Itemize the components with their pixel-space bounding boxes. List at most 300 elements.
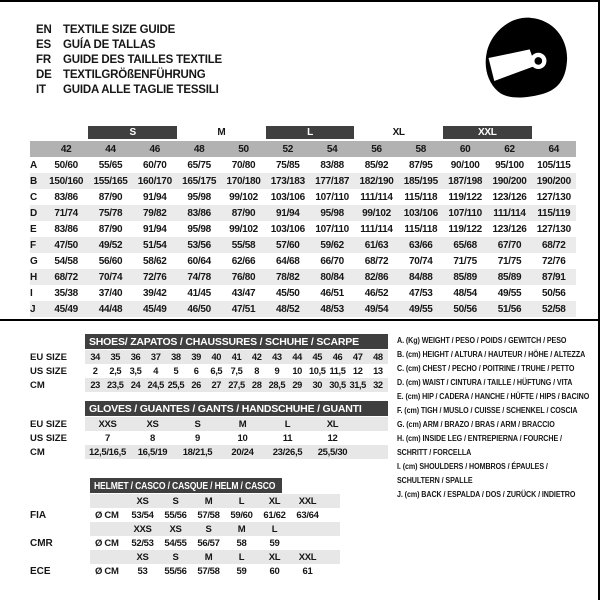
shoes-cell: 23 <box>90 380 100 390</box>
shoes-cell: 46 <box>332 352 343 362</box>
legend-item-f: F. (cm) TIGH / MUSLO / CUISSE / SCHENKEL / COSCIA <box>397 405 578 415</box>
gloves-cell: 11 <box>282 432 293 444</box>
helmet-size-cell: M <box>204 495 213 507</box>
gloves-row <box>30 445 388 459</box>
gloves-cell: 12 <box>327 432 338 444</box>
size-cell: 150/160 <box>49 175 84 187</box>
size-cell: 190/200 <box>536 175 571 187</box>
size-cell: 119/122 <box>448 191 482 203</box>
shoes-cell: 25,5 <box>167 380 185 390</box>
shoes-cell: 37 <box>150 352 161 362</box>
legend-item-g: G. (cm) ARM / BRAZO / BRAS / ARM / BRACCIO <box>397 419 555 429</box>
size-row-label: G <box>30 255 38 267</box>
helmet-icon <box>474 14 572 104</box>
size-row-label: F <box>30 239 36 251</box>
size-cell: 87/90 <box>98 223 123 235</box>
size-row-a <box>30 157 576 173</box>
helmet-unit-spacer <box>90 494 126 508</box>
shoes-cell: 6,5 <box>210 366 223 376</box>
size-cell: 107/110 <box>448 207 482 219</box>
size-col-header: 58 <box>415 143 427 155</box>
shoes-row-values <box>85 350 388 364</box>
size-cell: 62/66 <box>231 255 256 267</box>
size-group-s: S <box>88 126 177 139</box>
size-cell: 46/50 <box>187 303 211 315</box>
size-cell: 60/64 <box>187 255 211 267</box>
gloves-cell: XXS <box>98 418 117 430</box>
helmet-size-row <box>30 494 340 508</box>
language-row-it <box>36 82 222 97</box>
shoes-cell: 13 <box>373 366 383 376</box>
helmet-value-cell: 61/62 <box>263 509 286 521</box>
size-cell: 111/114 <box>493 207 526 219</box>
size-cell: 87/90 <box>98 191 123 203</box>
size-group-xxl: XXL <box>443 126 532 139</box>
shoes-cell: 32 <box>373 380 383 390</box>
helmet-size-cell: XS <box>136 551 149 563</box>
size-cell: 83/86 <box>54 223 78 235</box>
size-cell: 63/66 <box>409 239 433 251</box>
language-label: GUIDE DES TAILLES TEXTILE <box>63 53 222 66</box>
size-cell: 107/110 <box>315 223 349 235</box>
size-cell: 103/106 <box>270 191 305 203</box>
size-cell: 54/58 <box>54 255 78 267</box>
size-cell: 47/53 <box>409 287 433 299</box>
size-cell: 103/106 <box>403 207 438 219</box>
helmet-size-cell: M <box>237 523 246 535</box>
language-row-fr <box>36 52 222 67</box>
helmet-value-cell: 54/55 <box>164 537 187 549</box>
size-cell: 43/47 <box>231 287 256 299</box>
size-cell: 91/94 <box>143 223 167 235</box>
shoes-cell: 8 <box>254 366 260 376</box>
helmet-size-cell: XS <box>136 495 149 507</box>
size-row-label: A <box>30 159 37 171</box>
size-cell: 60/70 <box>143 159 167 171</box>
legend-item-j: J. (cm) BACK / ESPALDA / DOS / ZURÜCK / INDIETRO <box>397 489 576 499</box>
size-row-f <box>30 237 576 253</box>
shoes-cell: 39 <box>191 352 201 362</box>
size-cell: 56/60 <box>98 255 123 267</box>
helmet-value-cell <box>291 536 324 550</box>
helmet-value-cell: 61 <box>302 565 313 577</box>
gloves-cell: 10 <box>237 432 248 444</box>
size-cell: 49/55 <box>497 287 522 299</box>
size-row-label: H <box>30 271 37 283</box>
helmet-value-cell: 59 <box>269 537 280 549</box>
measurement-legend <box>397 333 595 501</box>
shoes-cell: 30,5 <box>329 380 346 390</box>
size-cell: 71/74 <box>54 207 78 219</box>
shoes-cell: 6 <box>193 366 199 376</box>
shoes-cell: 24,5 <box>147 380 164 390</box>
size-cell: 48/54 <box>453 287 477 299</box>
size-cell: 72/76 <box>542 255 566 267</box>
size-cell: 71/75 <box>497 255 522 267</box>
language-label: TEXTILE SIZE GUIDE <box>63 23 176 36</box>
size-row-i <box>30 285 576 301</box>
gloves-cell: XL <box>326 418 339 430</box>
shoes-cell: 47 <box>352 352 363 362</box>
size-cell: 49/55 <box>409 303 433 315</box>
helmet-values <box>90 536 340 550</box>
language-row-de <box>36 67 222 82</box>
gloves-cell: XS <box>146 418 159 430</box>
size-cell: 75/78 <box>98 207 123 219</box>
shoes-cell: 40 <box>211 352 222 362</box>
shoes-cell: 29 <box>292 380 302 390</box>
size-cell: 72/76 <box>143 271 167 283</box>
size-cell: 165/175 <box>182 175 217 187</box>
size-cell: 37/40 <box>98 287 123 299</box>
gloves-table <box>30 401 388 459</box>
shoes-cell: 23,5 <box>107 380 124 390</box>
language-label: GUIDA ALLE TAGLIE TESSILI <box>63 83 219 96</box>
gloves-row-label: CM <box>30 446 45 458</box>
size-cell: 52/58 <box>542 303 566 315</box>
size-cell: 82/86 <box>364 271 389 283</box>
size-cell: 70/74 <box>409 255 433 267</box>
shoes-cell: 35 <box>110 352 121 362</box>
helmet-unit-spacer <box>90 550 126 564</box>
size-row-g <box>30 253 576 269</box>
size-cell: 70/74 <box>98 271 123 283</box>
size-cell: 35/38 <box>54 287 78 299</box>
size-row-h <box>30 269 576 285</box>
size-cell: 68/72 <box>54 271 78 283</box>
gloves-table-body <box>30 417 388 459</box>
helmet-size-cell: M <box>204 551 213 563</box>
shoes-cell: 11,5 <box>329 366 346 376</box>
shoes-cell: 4 <box>153 366 159 376</box>
size-cell: 85/92 <box>364 159 389 171</box>
size-cell: 87/91 <box>542 271 566 283</box>
size-cell: 74/78 <box>187 271 211 283</box>
size-row-label: J <box>30 303 36 315</box>
size-col-header: 60 <box>459 143 471 155</box>
size-cell: 160/170 <box>137 175 172 187</box>
size-cell: 65/68 <box>453 239 477 251</box>
helmet-size-cell: XXS <box>133 523 152 535</box>
size-cell: 67/70 <box>497 239 522 251</box>
shoes-cell: 7,5 <box>230 366 243 376</box>
gloves-cell: 8 <box>150 432 155 444</box>
helmet-size-cell: S <box>205 523 212 535</box>
helmet-size-cell: XL <box>268 495 281 507</box>
size-cell: 58/62 <box>143 255 167 267</box>
size-cell: 46/52 <box>364 287 389 299</box>
legend-item-b: B. (cm) HEIGHT / ALTURA / HAUTEUR / HÖHE / ALTEZZA <box>397 349 586 359</box>
size-cell: 99/102 <box>229 191 258 203</box>
size-cell: 39/42 <box>143 287 167 299</box>
helmet-unit-label: Ø CM <box>95 509 119 521</box>
helmet-values <box>90 564 340 578</box>
size-cell: 107/110 <box>315 191 349 203</box>
size-cell: 47/50 <box>54 239 78 251</box>
size-cell: 85/89 <box>497 271 522 283</box>
language-code: FR <box>36 53 51 66</box>
size-cell: 50/56 <box>542 287 566 299</box>
helmet-size-row <box>30 522 340 536</box>
size-cell: 80/84 <box>320 271 344 283</box>
legend-item-h: SCHRITT / FORCELLA <box>397 447 472 457</box>
shoes-cell: 24 <box>130 380 141 390</box>
language-code: ES <box>36 38 51 51</box>
size-cell: 123/126 <box>492 223 527 235</box>
shoes-cell: 28 <box>251 380 262 390</box>
helmet-value-cell: 60 <box>269 565 280 577</box>
size-cell: 99/102 <box>229 223 258 235</box>
size-cell: 41/45 <box>187 287 211 299</box>
size-cell: 185/195 <box>403 175 438 187</box>
helmet-unit-label: Ø CM <box>95 565 119 577</box>
helmet-standard-label: ECE <box>30 565 51 577</box>
size-cell: 190/200 <box>492 175 527 187</box>
legend-item-c: C. (cm) CHEST / PECHO / POITRINE / TRUHE / PETTO <box>397 363 575 373</box>
size-cell: 87/90 <box>231 207 256 219</box>
legend-item-d: D. (cm) WAIST / CINTURA / TAILLE / HÜFTUNG / VITA <box>397 377 573 387</box>
helmet-value-cell: 57/58 <box>197 509 220 521</box>
gloves-row-values <box>85 417 388 431</box>
shoes-cell: 42 <box>251 352 262 362</box>
helmet-row-spacer <box>30 522 90 536</box>
shoes-row-values <box>85 364 388 378</box>
spacer <box>30 478 90 493</box>
size-cell: 95/98 <box>187 223 211 235</box>
gloves-cell: 23/26,5 <box>272 446 303 458</box>
helmet-value-cell: 56/57 <box>197 537 220 549</box>
helmet-unit-label: Ø CM <box>95 537 119 549</box>
size-cell: 123/126 <box>492 191 527 203</box>
size-cell: 115/118 <box>404 191 438 203</box>
language-code: DE <box>36 68 52 81</box>
size-cell: 111/114 <box>360 223 393 235</box>
size-cell: 78/82 <box>276 271 300 283</box>
shoes-row-label: CM <box>30 379 45 391</box>
size-cell: 59/62 <box>320 239 344 251</box>
size-cell: 64/68 <box>276 255 300 267</box>
shoes-cell: 27,5 <box>228 380 245 390</box>
size-cell: 57/60 <box>276 239 300 251</box>
gloves-cell: 25,5/30 <box>317 446 348 458</box>
size-cell: 95/100 <box>495 159 524 171</box>
helmet-value-row <box>30 508 340 522</box>
shoes-cell: 9 <box>274 366 280 376</box>
legend-item-h: H. (cm) INSIDE LEG / ENTREPIERNA / FOURCHE / <box>397 433 562 443</box>
size-group-l: L <box>266 126 355 139</box>
shoes-cell: 31,5 <box>349 380 366 390</box>
gloves-row-label: EU SIZE <box>30 418 67 430</box>
size-cell: 76/80 <box>231 271 256 283</box>
size-row-j <box>30 301 576 317</box>
gloves-row <box>30 431 388 445</box>
size-cell: 83/86 <box>187 207 211 219</box>
shoes-table-body <box>30 350 388 392</box>
language-row-es <box>36 37 222 52</box>
language-code: EN <box>36 23 52 36</box>
size-cell: 45/49 <box>54 303 78 315</box>
size-cell: 173/183 <box>270 175 305 187</box>
spacer <box>30 334 85 349</box>
size-cell: 85/89 <box>453 271 477 283</box>
size-cell: 49/54 <box>364 303 389 315</box>
helmet-size-cell <box>291 522 324 536</box>
shoes-row-label: EU SIZE <box>30 351 67 363</box>
helmet-unit-spacer <box>90 522 126 536</box>
shoes-cell: 10,5 <box>309 366 326 376</box>
shoes-cell: 27 <box>211 380 222 390</box>
helmet-table <box>30 478 340 578</box>
helmet-table-title-text: HELMET / CASCO / CASQUE / HELM / CASCO <box>94 479 276 492</box>
shoes-cell: 5 <box>173 366 179 376</box>
size-row-c <box>30 189 576 205</box>
size-cell: 105/115 <box>537 159 571 171</box>
shoes-cell: 36 <box>130 352 141 362</box>
size-cell: 51/56 <box>497 303 522 315</box>
size-group-header-row <box>30 126 576 139</box>
size-cell: 83/86 <box>54 191 78 203</box>
legend-item-e: E. (cm) HIP / CADERA / HANCHE / HÜFTE / HIPS / BACINO <box>397 391 590 401</box>
gloves-row-values <box>85 431 388 445</box>
size-cell: 50/56 <box>453 303 477 315</box>
size-cell: 46/51 <box>320 287 344 299</box>
size-cell: 119/122 <box>448 223 482 235</box>
size-row-label: I <box>30 287 33 299</box>
helmet-table-body <box>30 494 340 578</box>
size-cell: 95/98 <box>320 207 344 219</box>
helmet-value-cell: 52/53 <box>131 537 154 549</box>
shoes-cell: 12 <box>352 366 363 376</box>
size-number-header-row <box>30 141 576 157</box>
shoes-cell: 30 <box>312 380 323 390</box>
size-row-label: D <box>30 207 37 219</box>
size-col-header: 50 <box>238 143 249 155</box>
helmet-size-cell: XS <box>169 523 182 535</box>
size-cell: 48/53 <box>320 303 344 315</box>
size-cell: 51/54 <box>143 239 167 251</box>
size-col-header: 54 <box>326 143 338 155</box>
size-cell: 155/165 <box>93 175 128 187</box>
size-cell: 87/95 <box>409 159 433 171</box>
helmet-value-row <box>30 536 340 550</box>
gloves-cell: 16,5/19 <box>137 446 168 458</box>
size-row-d <box>30 205 576 221</box>
shoes-row-values <box>85 378 388 392</box>
size-cell: 91/94 <box>143 191 167 203</box>
size-cell: 79/82 <box>143 207 167 219</box>
language-code: IT <box>36 83 46 96</box>
shoes-cell: 34 <box>90 352 100 362</box>
size-cell: 83/88 <box>320 159 344 171</box>
size-cell: 127/130 <box>536 223 571 235</box>
helmet-value-cell: 55/56 <box>164 565 187 577</box>
gloves-row <box>30 417 388 431</box>
size-row-b <box>30 173 576 189</box>
size-row-label: C <box>30 191 37 203</box>
helmet-size-cell: XXL <box>298 495 317 507</box>
gloves-cell: 20/24 <box>231 446 254 458</box>
shoes-cell: 26 <box>191 380 201 390</box>
helmet-size-cell: L <box>271 523 278 535</box>
language-title-block <box>36 22 222 97</box>
helmet-table-title <box>90 478 282 493</box>
size-cell: 70/80 <box>231 159 256 171</box>
size-cell: 68/72 <box>542 239 566 251</box>
size-group-m: M <box>217 127 226 138</box>
helmet-standard-label: CMR <box>30 537 53 549</box>
gloves-cell: M <box>238 418 247 430</box>
shoes-cell: 10 <box>292 366 302 376</box>
helmet-sizes <box>90 494 340 508</box>
shoes-cell: 48 <box>373 352 383 362</box>
size-cell: 111/114 <box>360 191 393 203</box>
size-cell: 91/94 <box>276 207 300 219</box>
helmet-size-cell: XL <box>268 551 281 563</box>
size-cell: 99/102 <box>362 207 391 219</box>
helmet-size-cell: S <box>172 551 179 563</box>
helmet-sizes <box>90 522 340 536</box>
shoes-row <box>30 378 388 392</box>
size-col-header: 52 <box>282 143 294 155</box>
helmet-size-cell: XXL <box>298 551 317 563</box>
size-col-header: 64 <box>548 143 560 155</box>
size-cell: 61/63 <box>364 239 389 251</box>
helmet-sizes <box>90 550 340 564</box>
helmet-value-cell: 59/60 <box>230 509 253 521</box>
shoes-cell: 3,5 <box>129 366 142 376</box>
gloves-cell: 18/21,5 <box>182 446 213 458</box>
section-divider <box>0 319 600 321</box>
legend-item-i: I. (cm) SHOULDERS / HOMBROS / ÉPAULES / <box>397 461 548 471</box>
size-cell: 45/50 <box>276 287 300 299</box>
shoes-cell: 43 <box>272 352 282 362</box>
helmet-value-cell: 59 <box>236 565 247 577</box>
shoes-row <box>30 350 388 364</box>
size-cell: 53/56 <box>187 239 211 251</box>
size-cell: 45/49 <box>143 303 167 315</box>
shoes-row-label: US SIZE <box>30 365 67 377</box>
size-cell: 177/187 <box>315 175 350 187</box>
size-cell: 66/70 <box>320 255 344 267</box>
size-col-header: 62 <box>504 143 515 155</box>
helmet-size-cell: L <box>238 495 245 507</box>
size-cell: 48/52 <box>276 303 300 315</box>
size-col-header: 44 <box>105 143 116 155</box>
size-group-xl: XL <box>392 127 405 138</box>
size-cell: 115/119 <box>537 207 571 219</box>
size-cell: 115/118 <box>404 223 438 235</box>
gloves-cell: 9 <box>195 432 200 444</box>
language-row-en <box>36 22 222 37</box>
size-col-header: 42 <box>60 143 72 155</box>
helmet-size-cell: L <box>238 551 245 563</box>
size-cell: 187/198 <box>448 175 483 187</box>
textile-size-table <box>30 126 576 317</box>
size-col-header: 48 <box>193 143 205 155</box>
size-cell: 55/65 <box>98 159 123 171</box>
size-col-spacer <box>30 141 44 157</box>
legend-item-a: A. (Kg) WEIGHT / PESO / POIDS / GEWITCH / PESO <box>397 335 567 345</box>
size-cell: 50/60 <box>54 159 78 171</box>
size-col-header: 56 <box>371 143 382 155</box>
legend-item-i: SCHULTERN / SPALLE <box>397 475 473 485</box>
size-row-e <box>30 221 576 237</box>
gloves-cell: 12,5/16,5 <box>89 446 126 458</box>
size-cell: 182/190 <box>359 175 394 187</box>
helmet-value-cell: 58 <box>236 537 247 549</box>
size-cell: 90/100 <box>450 159 480 171</box>
helmet-values <box>90 508 340 522</box>
